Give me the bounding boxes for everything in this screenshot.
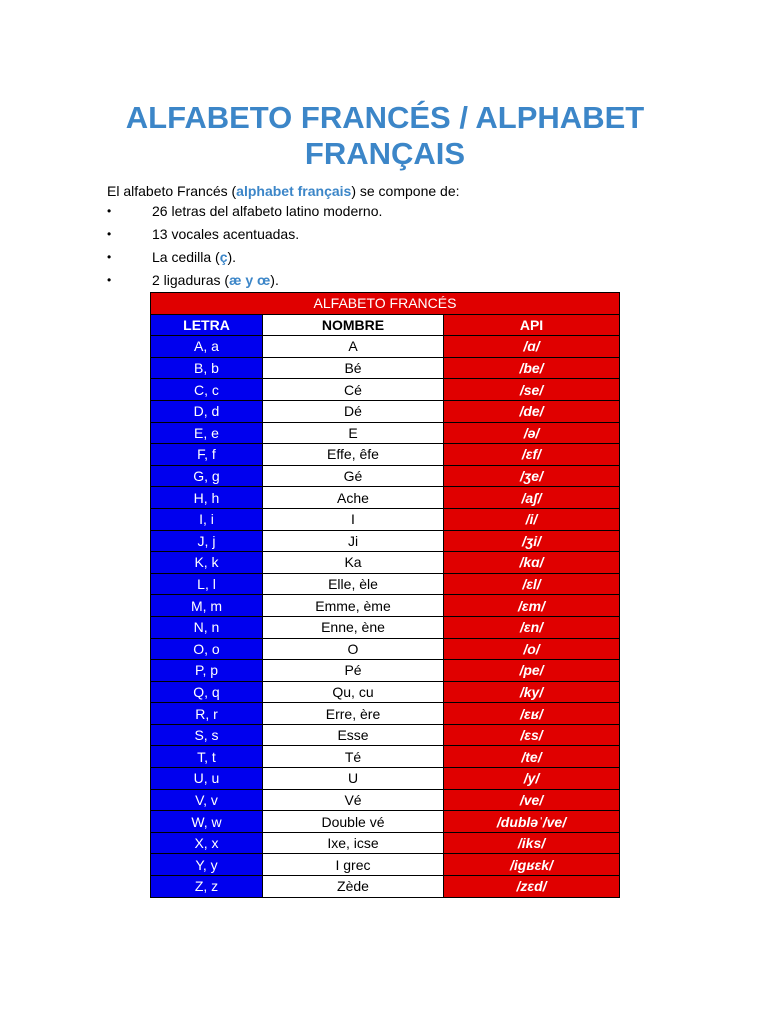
cell-name: Ka xyxy=(263,552,444,574)
page-title: ALFABETO FRANCÉS / ALPHABET FRANÇAIS xyxy=(125,100,645,171)
cell-letter: C, c xyxy=(151,379,263,401)
intro-paragraph xyxy=(107,182,460,200)
table-row xyxy=(151,811,620,833)
table-row xyxy=(151,681,620,703)
table-row xyxy=(151,444,620,466)
cell-letter: L, l xyxy=(151,573,263,595)
cell-api: /kɑ/ xyxy=(444,552,620,574)
cell-name: Ache xyxy=(263,487,444,509)
cell-name: Enne, ène xyxy=(263,616,444,638)
cell-name: Té xyxy=(263,746,444,768)
cell-name: Ji xyxy=(263,530,444,552)
cell-name: U xyxy=(263,768,444,790)
table-body xyxy=(151,336,620,897)
column-header-letter: LETRA xyxy=(151,314,263,336)
cell-name: O xyxy=(263,638,444,660)
cell-api: /igʁɛk/ xyxy=(444,854,620,876)
cell-api: /ɛm/ xyxy=(444,595,620,617)
table-row xyxy=(151,703,620,725)
cell-letter: X, x xyxy=(151,832,263,854)
cell-letter: J, j xyxy=(151,530,263,552)
cell-letter: N, n xyxy=(151,616,263,638)
list-item-text: 2 ligaduras ( xyxy=(152,272,230,288)
cell-api: /ɑ/ xyxy=(444,336,620,358)
cell-letter: F, f xyxy=(151,444,263,466)
table-row xyxy=(151,336,620,358)
table-row xyxy=(151,832,620,854)
list-item xyxy=(107,225,382,248)
list-item-highlight: ç xyxy=(219,249,228,265)
cell-api: /ʒi/ xyxy=(444,530,620,552)
table-row xyxy=(151,768,620,790)
cell-api: /ʒe/ xyxy=(444,465,620,487)
table-row xyxy=(151,876,620,898)
cell-name: Bé xyxy=(263,357,444,379)
cell-name: E xyxy=(263,422,444,444)
cell-api: /dubləˈ/ve/ xyxy=(444,811,620,833)
table-row xyxy=(151,746,620,768)
cell-letter: V, v xyxy=(151,789,263,811)
cell-letter: Y, y xyxy=(151,854,263,876)
table-row xyxy=(151,789,620,811)
cell-letter: R, r xyxy=(151,703,263,725)
cell-letter: A, a xyxy=(151,336,263,358)
table-row xyxy=(151,487,620,509)
list-item xyxy=(107,271,382,294)
table-row xyxy=(151,573,620,595)
table-row xyxy=(151,422,620,444)
cell-api: /be/ xyxy=(444,357,620,379)
table-row xyxy=(151,357,620,379)
table-row xyxy=(151,595,620,617)
cell-letter: G, g xyxy=(151,465,263,487)
list-item-highlight: æ y œ xyxy=(229,272,271,288)
cell-letter: H, h xyxy=(151,487,263,509)
cell-name: Vé xyxy=(263,789,444,811)
cell-letter: W, w xyxy=(151,811,263,833)
bullet-icon: • xyxy=(107,204,112,218)
cell-name: Cé xyxy=(263,379,444,401)
list-item xyxy=(107,248,382,271)
cell-api: /iks/ xyxy=(444,832,620,854)
table-row xyxy=(151,854,620,876)
list-item-text: La cedilla ( xyxy=(152,249,220,265)
cell-name: Esse xyxy=(263,724,444,746)
alphabet-table xyxy=(150,292,620,898)
bullet-list xyxy=(107,202,382,294)
cell-letter: T, t xyxy=(151,746,263,768)
cell-name: Elle, èle xyxy=(263,573,444,595)
table-row xyxy=(151,530,620,552)
cell-name: Double vé xyxy=(263,811,444,833)
cell-api: /aʃ/ xyxy=(444,487,620,509)
bullet-icon: • xyxy=(107,227,112,241)
list-item-text: 26 letras del alfabeto latino moderno. xyxy=(152,203,383,219)
list-item-text-end: ). xyxy=(227,249,237,265)
table-row xyxy=(151,379,620,401)
table-row xyxy=(151,638,620,660)
cell-name: I xyxy=(263,508,444,530)
cell-name: Ixe, icse xyxy=(263,832,444,854)
bullet-icon: • xyxy=(107,273,112,287)
cell-name: I grec xyxy=(263,854,444,876)
cell-api: /te/ xyxy=(444,746,620,768)
table-row xyxy=(151,724,620,746)
table-row xyxy=(151,616,620,638)
cell-name: Pé xyxy=(263,660,444,682)
bullet-icon: • xyxy=(107,250,112,264)
table-row xyxy=(151,508,620,530)
intro-french-term: alphabet français xyxy=(236,183,352,199)
cell-letter: S, s xyxy=(151,724,263,746)
cell-api: /ə/ xyxy=(444,422,620,444)
cell-letter: D, d xyxy=(151,400,263,422)
table-caption: ALFABETO FRANCÉS xyxy=(151,293,620,315)
cell-name: Effe, êfe xyxy=(263,444,444,466)
cell-name: Dé xyxy=(263,400,444,422)
cell-api: /de/ xyxy=(444,400,620,422)
cell-letter: P, p xyxy=(151,660,263,682)
cell-name: Zède xyxy=(263,876,444,898)
cell-letter: B, b xyxy=(151,357,263,379)
list-item-text: 13 vocales acentuadas. xyxy=(152,226,300,242)
cell-api: /o/ xyxy=(444,638,620,660)
cell-name: A xyxy=(263,336,444,358)
cell-api: /ɛʁ/ xyxy=(444,703,620,725)
cell-letter: I, i xyxy=(151,508,263,530)
cell-letter: M, m xyxy=(151,595,263,617)
table-row xyxy=(151,552,620,574)
cell-api: /ɛs/ xyxy=(444,724,620,746)
cell-letter: U, u xyxy=(151,768,263,790)
cell-api: /se/ xyxy=(444,379,620,401)
cell-api: /i/ xyxy=(444,508,620,530)
intro-text-after: ) se compone de: xyxy=(351,183,460,199)
cell-api: /ɛl/ xyxy=(444,573,620,595)
cell-name: Gé xyxy=(263,465,444,487)
cell-api: /ve/ xyxy=(444,789,620,811)
list-item xyxy=(107,202,382,225)
cell-letter: K, k xyxy=(151,552,263,574)
cell-letter: O, o xyxy=(151,638,263,660)
cell-api: /pe/ xyxy=(444,660,620,682)
table-row xyxy=(151,465,620,487)
table-row xyxy=(151,660,620,682)
cell-name: Emme, ème xyxy=(263,595,444,617)
cell-api: /zɛd/ xyxy=(444,876,620,898)
intro-text-before: El alfabeto Francés ( xyxy=(107,183,237,199)
cell-name: Qu, cu xyxy=(263,681,444,703)
list-item-text-end: ). xyxy=(270,272,279,288)
table-row xyxy=(151,400,620,422)
cell-api: /ɛn/ xyxy=(444,616,620,638)
column-header-api: API xyxy=(444,314,620,336)
cell-letter: Z, z xyxy=(151,876,263,898)
cell-letter: Q, q xyxy=(151,681,263,703)
cell-api: /y/ xyxy=(444,768,620,790)
cell-api: /ɛf/ xyxy=(444,444,620,466)
cell-letter: E, e xyxy=(151,422,263,444)
cell-name: Erre, ère xyxy=(263,703,444,725)
cell-api: /ky/ xyxy=(444,681,620,703)
column-header-name: NOMBRE xyxy=(263,314,444,336)
